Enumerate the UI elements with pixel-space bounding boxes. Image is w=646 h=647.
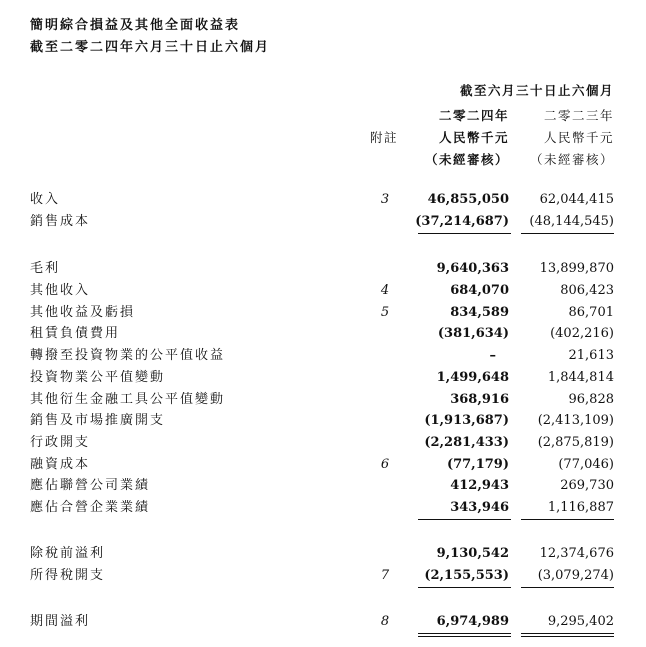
table-row (0, 497, 646, 518)
value-2023: 21,613 (568, 348, 614, 363)
note-column-header: 附註 (370, 130, 399, 145)
subtotal-line-2024 (418, 233, 511, 234)
value-2023: 96,828 (568, 392, 614, 407)
row-label: 銷售及市場推廣開支 (30, 413, 166, 428)
year-2023-header: 二零二三年 (543, 108, 614, 123)
unit-2024-header: 人民幣千元 (438, 130, 509, 145)
subtotal-line-2024 (418, 587, 511, 588)
total-double-line-2023 (521, 633, 614, 634)
row-label: 轉撥至投資物業的公平值收益 (30, 348, 226, 363)
subtotal-line-2024 (418, 519, 511, 520)
table-row (0, 410, 646, 431)
unit-2023-header: 人民幣千元 (543, 130, 614, 145)
value-2023: 13,899,870 (539, 261, 614, 276)
table-row (0, 302, 646, 323)
row-label: 期間溢利 (30, 614, 91, 629)
row-label: 投資物業公平值變動 (30, 370, 166, 385)
table-row (0, 345, 646, 366)
value-2024: 368,916 (450, 392, 509, 407)
row-note: 3 (380, 192, 390, 207)
table-row (0, 323, 646, 344)
value-2024: (1,913,687) (424, 413, 509, 428)
value-2023: (77,046) (558, 457, 614, 472)
value-2024: (381,634) (437, 326, 509, 341)
year-2024-header: 二零二四年 (438, 108, 509, 123)
statement-subtitle: 截至二零二四年六月三十日止六個月 (30, 40, 271, 55)
value-2024: (37,214,687) (415, 214, 509, 229)
value-2024: 412,943 (450, 478, 509, 493)
row-note: 5 (380, 305, 390, 320)
table-row (0, 543, 646, 564)
value-2024: 6,974,989 (436, 614, 509, 629)
value-2024: – (489, 348, 496, 363)
total-double-line-2024 (418, 636, 511, 637)
value-2024: 9,130,542 (436, 546, 509, 561)
subtotal-line-2023 (521, 519, 614, 520)
table-row (0, 475, 646, 496)
value-2024: 834,589 (450, 305, 509, 320)
value-2023: (48,144,545) (529, 214, 614, 229)
value-2023: (402,216) (550, 326, 614, 341)
table-row (0, 389, 646, 410)
table-row (0, 611, 646, 632)
row-label: 其他收益及虧損 (30, 305, 136, 320)
row-note: 6 (380, 457, 390, 472)
value-2024: 343,946 (450, 500, 509, 515)
statement-title: 簡明綜合損益及其他全面收益表 (30, 18, 241, 33)
row-label: 融資成本 (30, 457, 91, 472)
row-label: 銷售成本 (30, 214, 91, 229)
table-row (0, 189, 646, 210)
row-note: 7 (380, 568, 390, 583)
row-label: 毛利 (30, 261, 61, 276)
subtotal-line-2023 (521, 587, 614, 588)
total-double-line-2024 (418, 633, 511, 634)
table-row (0, 454, 646, 475)
table-row (0, 258, 646, 279)
value-2024: (2,155,553) (424, 568, 509, 583)
period-header: 截至六月三十日止六個月 (459, 83, 614, 98)
value-2023: 62,044,415 (539, 192, 614, 207)
value-2023: 1,844,814 (547, 370, 614, 385)
value-2023: 1,116,887 (547, 500, 614, 515)
value-2023: 9,295,402 (547, 614, 614, 629)
value-2023: 269,730 (560, 478, 614, 493)
row-label: 所得稅開支 (30, 568, 106, 583)
table-row (0, 211, 646, 232)
value-2023: 806,423 (560, 283, 614, 298)
status-2023-header: （未經審核） (529, 152, 614, 167)
value-2024: 1,499,648 (436, 370, 509, 385)
value-2024: 684,070 (450, 283, 509, 298)
value-2024: 46,855,050 (427, 192, 509, 207)
value-2023: 12,374,676 (539, 546, 614, 561)
subtotal-line-2023 (521, 233, 614, 234)
row-label: 除稅前溢利 (30, 546, 106, 561)
row-label: 租賃負債費用 (30, 326, 121, 341)
row-note: 8 (380, 614, 390, 629)
value-2023: (2,413,109) (537, 413, 614, 428)
table-row (0, 280, 646, 301)
row-note: 4 (380, 283, 390, 298)
total-double-line-2023 (521, 636, 614, 637)
row-label: 行政開支 (30, 435, 91, 450)
value-2023: (2,875,819) (537, 435, 614, 450)
value-2024: 9,640,363 (436, 261, 509, 276)
table-row (0, 565, 646, 586)
row-label: 應佔合營企業業績 (30, 500, 151, 515)
value-2024: (77,179) (446, 457, 509, 472)
value-2023: 86,701 (568, 305, 614, 320)
table-row (0, 432, 646, 453)
row-label: 其他收入 (30, 283, 91, 298)
value-2024: (2,281,433) (424, 435, 509, 450)
row-label: 其他衍生金融工具公平值變動 (30, 392, 226, 407)
row-label: 應佔聯營公司業績 (30, 478, 151, 493)
table-row (0, 367, 646, 388)
value-2023: (3,079,274) (537, 568, 614, 583)
row-label: 收入 (30, 192, 61, 207)
status-2024-header: （未經審核） (424, 152, 509, 167)
